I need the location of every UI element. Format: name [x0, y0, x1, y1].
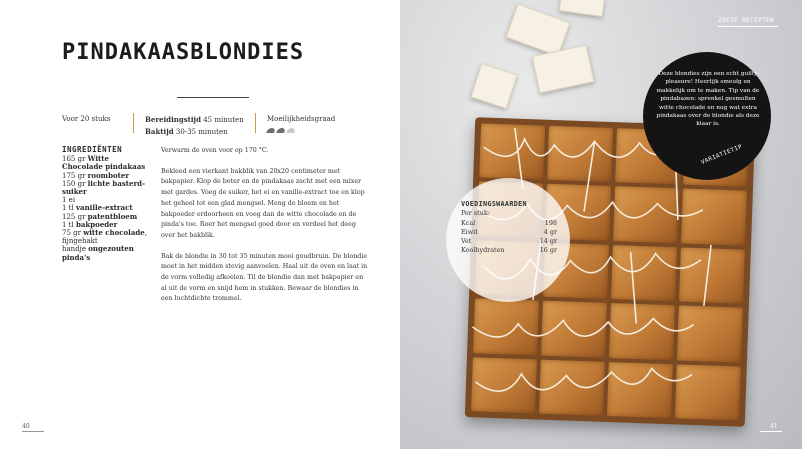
bake-value: 30-35 minuten — [175, 128, 228, 136]
ingredient-qty: 150 gr — [62, 179, 88, 188]
prep-value: 45 minuten — [203, 116, 244, 124]
recipe-title: PINDAKAASBLONDIES — [62, 40, 305, 65]
nutrition-row — [461, 246, 557, 255]
white-chocolate-piece — [559, 0, 605, 17]
ingredient-line — [62, 180, 152, 196]
nutrition-heading: VOEDINGSWAARDEN — [461, 200, 527, 208]
ingredient-line — [62, 245, 152, 261]
difficulty-pepper-icon — [266, 128, 276, 133]
ingredients-list — [62, 146, 152, 262]
ingredient-name: Witte Chocolade pindakaas — [62, 154, 146, 172]
ingredient-qty: 1 tl — [62, 220, 76, 229]
ingredient-name: patentbloem — [87, 211, 138, 221]
ingredient-name: roomboter — [87, 170, 130, 180]
ingredient-line — [62, 155, 152, 171]
difficulty-rating — [267, 128, 335, 133]
prep-label: Bereidingstijd — [145, 115, 201, 124]
ingredient-name: vanille-extract — [75, 203, 133, 213]
nutrition-row — [461, 237, 557, 246]
ingredient-line — [62, 229, 152, 245]
tip-text: Deze blondies zijn een echt guilty pleasure! Heerlijk smeuïg en makkelijk om te maken. Tip van de pindabazen: sprenkel gesmolten witte chocolade en nog wat extra pindakaas over de blondie als deze klaar is. — [656, 71, 760, 128]
method-text — [161, 146, 369, 315]
servings-text: Voor 20 stuks — [62, 115, 111, 123]
white-chocolate-piece — [506, 4, 571, 57]
section-label-line — [718, 26, 778, 27]
ingredient-note: , fijngehakt — [62, 229, 147, 246]
ingredient-qty: 125 gr — [62, 212, 88, 221]
ingredients-heading: INGREDIËNTEN — [62, 145, 123, 154]
method-step: Bekleed een vierkant bakblik van 20x20 centimeter met bakpapier. Klop de boter en de pindakaas zacht met een mixer met gardes. Voeg de suiker, het ei en vanille-extract toe en klop het geheel tot een glad mengsel. Meng de bloem en het bakpoeder erdoorheen en voeg dan de witte chocolade en de pinda's toe. Roer het mengsel goed door en verdeel het deeg over het bakblik. — [161, 167, 365, 239]
ingredient-qty: 75 gr — [62, 229, 84, 238]
nutrition-row — [461, 219, 557, 228]
ingredient-qty: 165 gr — [62, 155, 88, 164]
bake-label: Baktijd — [145, 127, 174, 136]
page-number-line — [760, 431, 782, 432]
nutrition-label: Vet — [461, 237, 472, 246]
white-chocolate-piece — [532, 45, 595, 94]
nutrition-row — [461, 228, 557, 237]
method-step: Verwarm de oven voor op 170 °C. — [161, 147, 269, 154]
difficulty — [267, 114, 335, 133]
ingredient-name: bakpoeder — [75, 219, 118, 229]
nutrition-per: Per stuk: — [461, 209, 490, 218]
page-number-left: 40 — [22, 423, 30, 430]
nutrition-panel — [461, 200, 557, 256]
nutrition-label: Koolhydraten — [461, 246, 505, 255]
title-rule — [177, 97, 249, 98]
nutrition-value: 198 — [544, 218, 557, 227]
ingredient-qty: 175 gr — [62, 171, 88, 180]
difficulty-label: Moeilijkheidsgraad — [267, 115, 336, 123]
ingredient-name: witte chocolade — [83, 228, 145, 238]
left-page — [0, 0, 400, 449]
nutrition-value: 16 gr — [539, 246, 557, 255]
times — [145, 114, 244, 138]
ingredient-qty: handje — [62, 245, 89, 254]
section-label: ZOETE RECEPTEN — [718, 17, 775, 24]
nutrition-label: Kcal — [461, 218, 476, 227]
nutrition-label: Eiwit — [461, 227, 478, 236]
ingredient-qty: 1 tl — [62, 204, 76, 213]
meta-divider — [133, 113, 134, 133]
method-step: Bak de blondie in 30 tot 35 minuten mooi goudbruin. De blondie moet in het midden stevig aanvoelen. Haal uit de oven en laat in de vorm volledig afkoelen. Til de blondie dan met bakpapier en al uit de vorm en snijd hem in stukken. Bewaar de blondies in een luchtdichte trommel. — [161, 252, 368, 303]
nutrition-value: 14 gr — [539, 237, 557, 246]
page-number-right: 41 — [770, 423, 778, 430]
nutrition-value: 4 gr — [543, 227, 557, 236]
ingredient-name: lichte basterd-suiker — [62, 178, 145, 197]
page-number-line — [22, 431, 44, 432]
difficulty-pepper-icon — [276, 128, 286, 133]
tip-label: VARIATIETIP — [700, 143, 744, 167]
meta-divider — [255, 113, 256, 133]
white-chocolate-piece — [470, 63, 517, 109]
ingredient-qty: 1 ei — [62, 196, 76, 205]
ingredient-name: ongezouten pinda's — [62, 244, 134, 262]
servings — [62, 114, 110, 125]
difficulty-pepper-icon — [286, 128, 296, 133]
